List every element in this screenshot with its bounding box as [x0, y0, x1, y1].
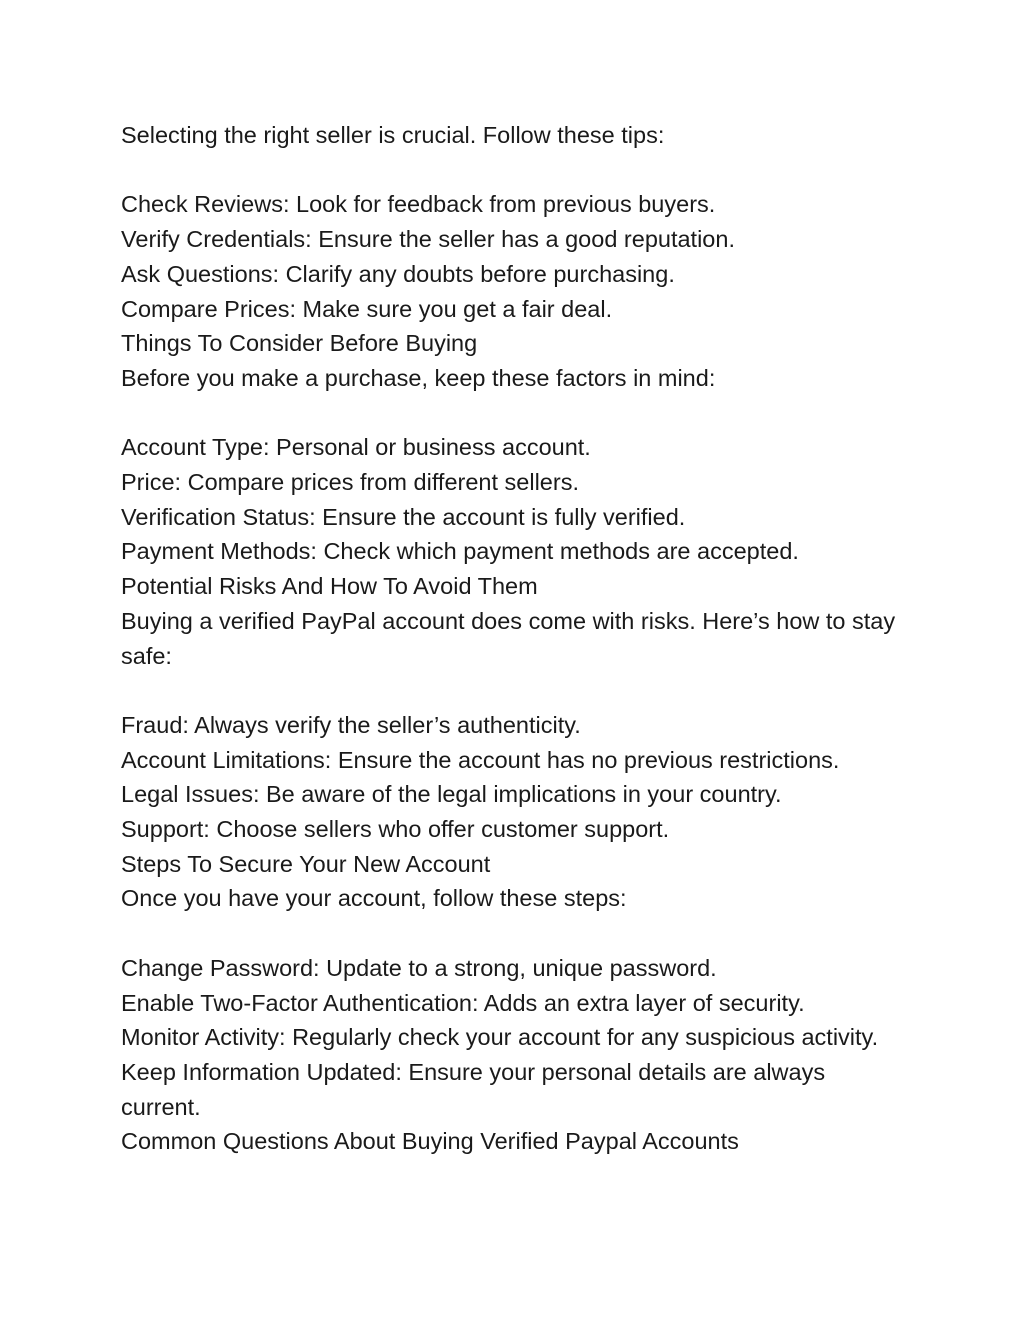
- step-keep-info-updated: Keep Information Updated: Ensure your personal details are always current.: [121, 1058, 832, 1120]
- tip-compare-prices: Compare Prices: Make sure you get a fair deal.: [121, 295, 613, 322]
- secure-account-intro: Once you have your account, follow these steps:: [121, 885, 627, 912]
- factor-payment-methods: Payment Methods: Check which payment methods are accepted.: [121, 538, 799, 565]
- risks-intro: Buying a verified PayPal account does come with risks. Here’s how to stay safe:: [121, 607, 902, 669]
- section-heading-secure-account: Steps To Secure Your New Account: [121, 850, 491, 877]
- section-heading-considerations: Things To Consider Before Buying: [121, 330, 478, 357]
- factor-account-type: Account Type: Personal or business account.: [121, 434, 591, 461]
- section-heading-risks: Potential Risks And How To Avoid Them: [121, 573, 538, 600]
- section-heading-common-questions: Common Questions About Buying Verified Paypal Accounts: [121, 1128, 739, 1155]
- paragraph-gap: [121, 153, 911, 188]
- risk-legal-issues: Legal Issues: Be aware of the legal implications in your country.: [121, 781, 782, 808]
- risk-account-limitations: Account Limitations: Ensure the account has no previous restrictions.: [121, 746, 840, 773]
- tip-verify-credentials: Verify Credentials: Ensure the seller has a good reputation.: [121, 226, 735, 253]
- step-change-password: Change Password: Update to a strong, unique password.: [121, 954, 717, 981]
- considerations-intro: Before you make a purchase, keep these factors in mind:: [121, 364, 716, 391]
- step-enable-2fa: Enable Two-Factor Authentication: Adds an extra layer of security.: [121, 989, 805, 1016]
- risk-support: Support: Choose sellers who offer customer support.: [121, 816, 670, 843]
- tip-check-reviews: Check Reviews: Look for feedback from previous buyers.: [121, 191, 716, 218]
- paragraph-gap: [121, 916, 911, 951]
- paragraph-gap: [121, 673, 911, 708]
- step-monitor-activity: Monitor Activity: Regularly check your account for any suspicious activity.: [121, 1024, 879, 1051]
- tip-ask-questions: Ask Questions: Clarify any doubts before purchasing.: [121, 260, 675, 287]
- factor-verification-status: Verification Status: Ensure the account is fully verified.: [121, 503, 686, 530]
- factor-price: Price: Compare prices from different sellers.: [121, 469, 579, 495]
- document-body: [121, 118, 911, 1159]
- intro-paragraph: Selecting the right seller is crucial. Follow these tips:: [121, 122, 665, 148]
- paragraph-gap: [121, 396, 911, 431]
- risk-fraud: Fraud: Always verify the seller’s authenticity.: [121, 711, 581, 738]
